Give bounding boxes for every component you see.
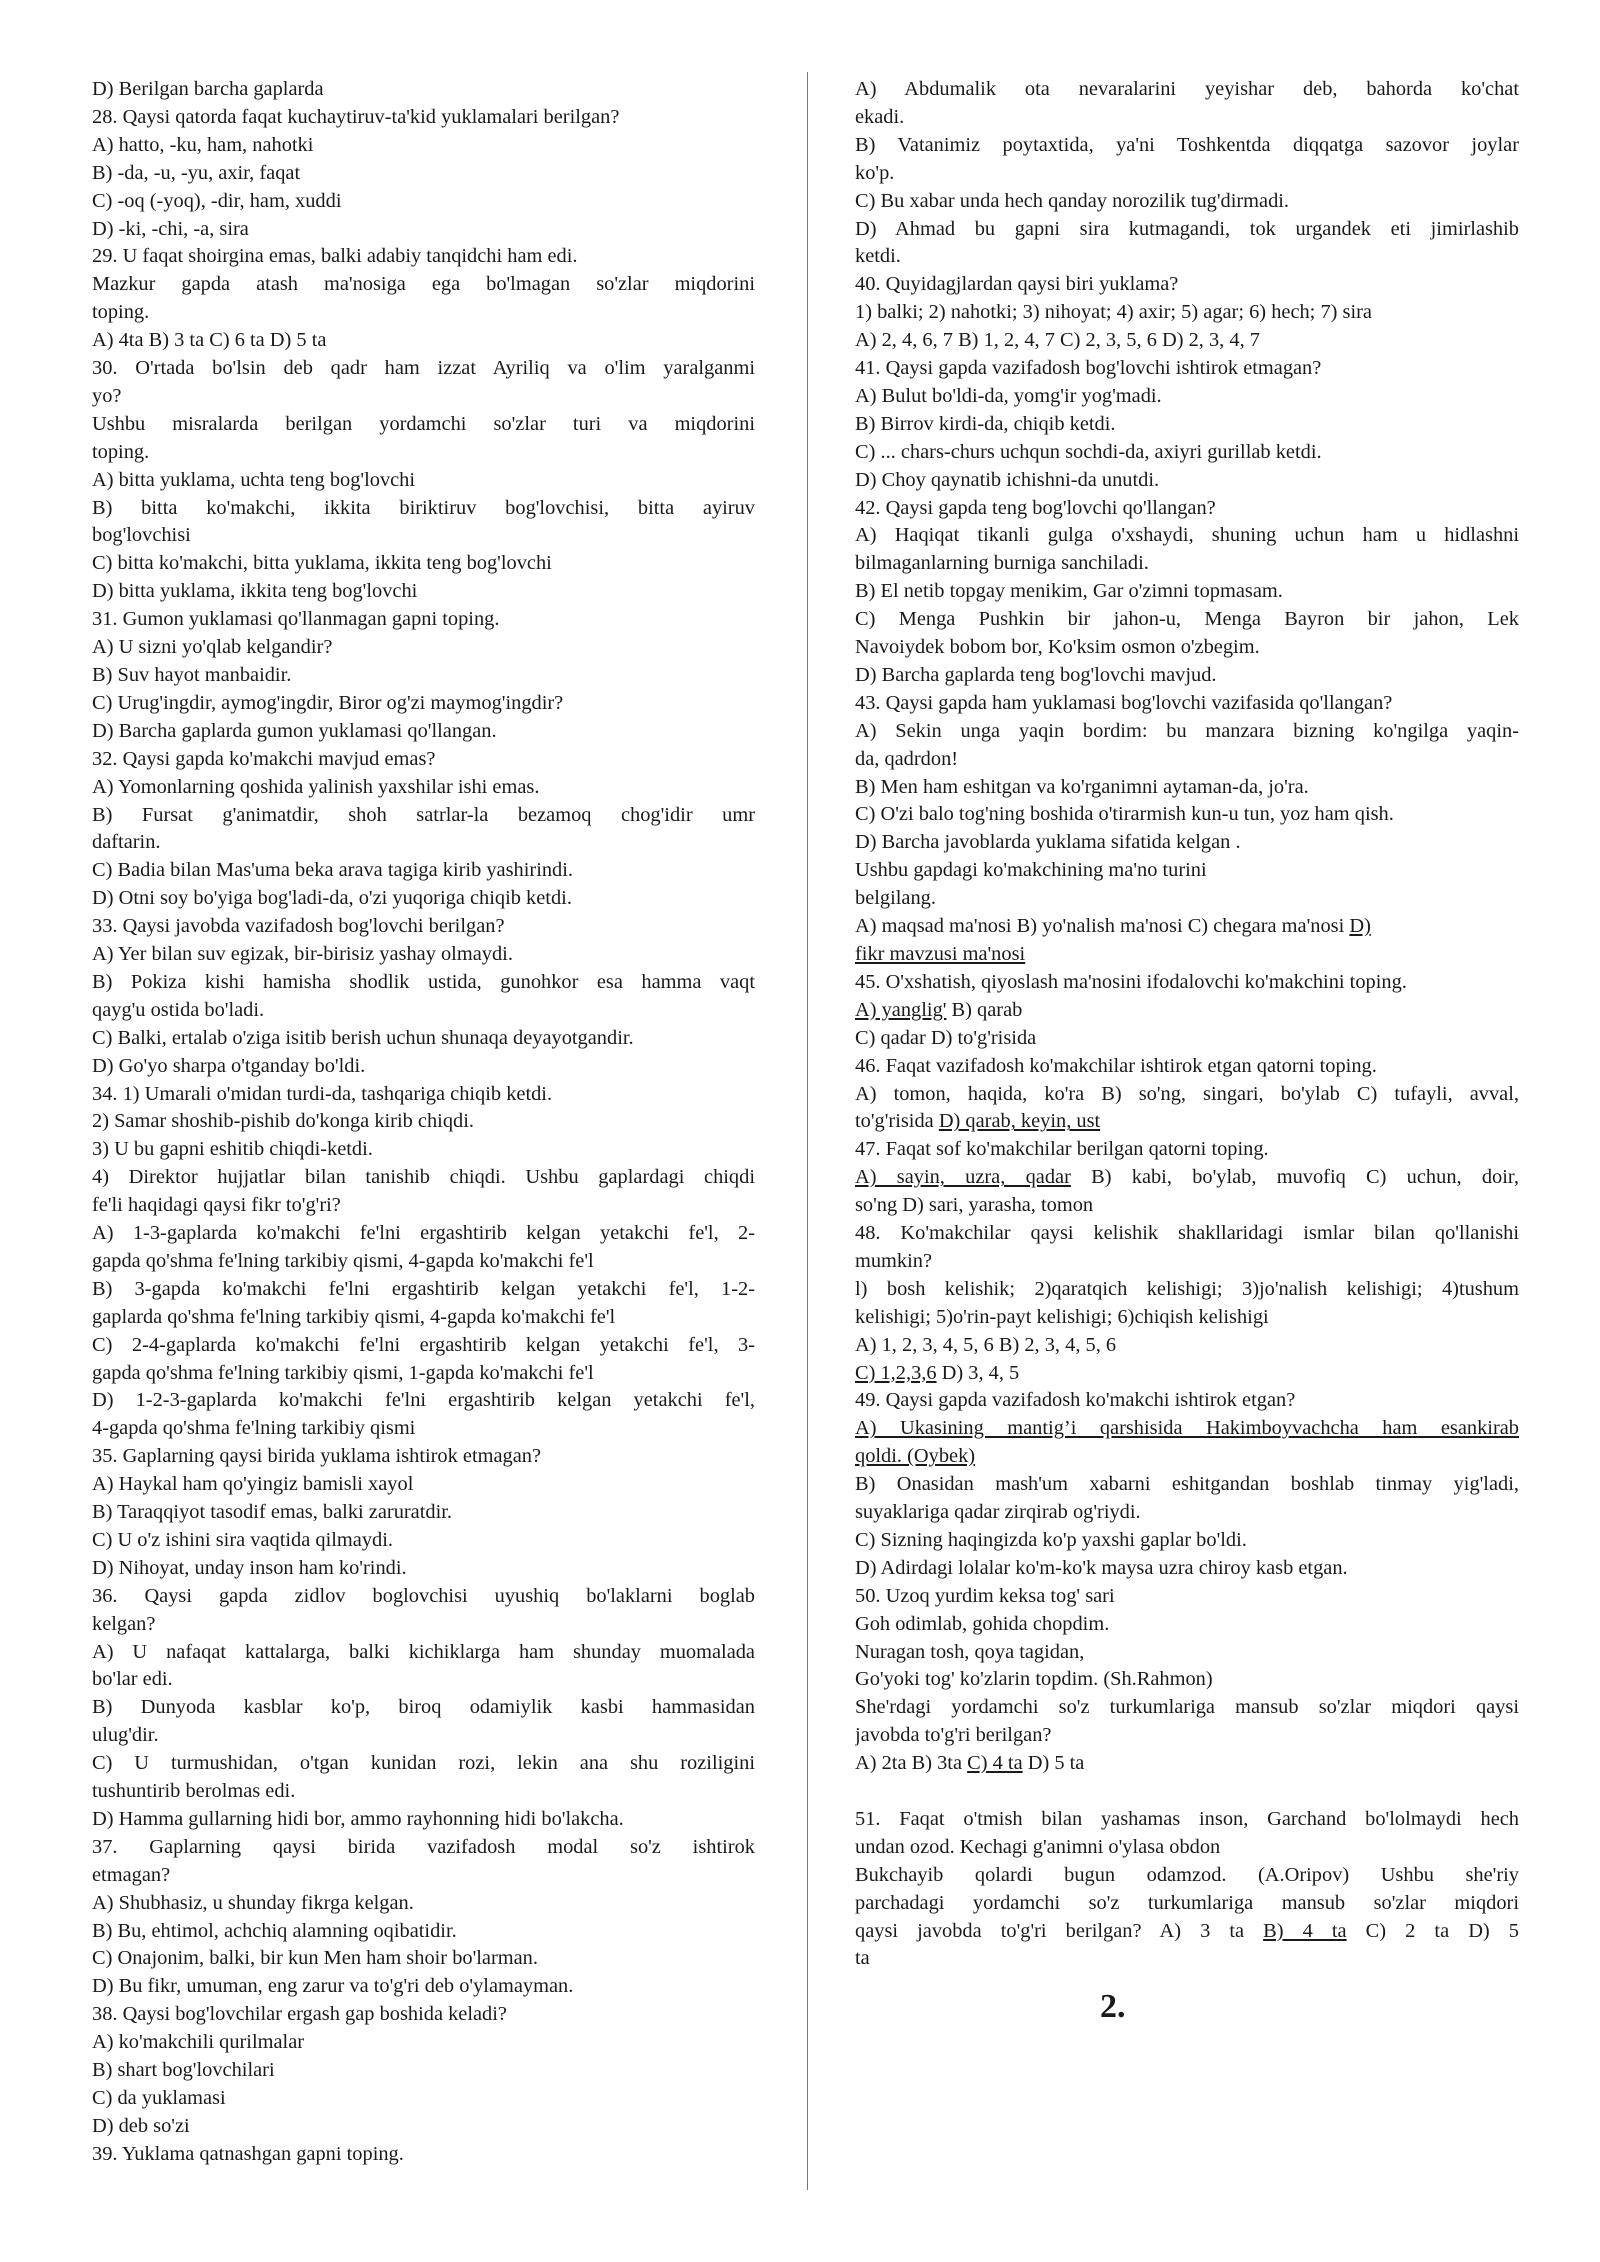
text-line: 39. Yuklama qatnashgan gapni toping. bbox=[92, 2142, 404, 2165]
text-line: 29. U faqat shoirgina emas, balki adabiy tanqidchi ham edi. bbox=[92, 245, 578, 268]
text-line: B) Dunyoda kasblar ko'p, biroq odamiylik kasbi hammasidan bbox=[92, 1696, 755, 1719]
text-line: B) Taraqqiyot tasodif emas, balki zaruratdir. bbox=[92, 1501, 453, 1524]
text-line: A) Bulut bo'ldi-da, yomg'ir yog'madi. bbox=[855, 384, 1162, 407]
blank-line bbox=[855, 1778, 1519, 1806]
text-line: 47. Faqat sof ko'makchilar berilgan qatorni toping. bbox=[855, 1138, 1269, 1161]
text-line: A) ko'makchili qurilmalar bbox=[92, 2031, 305, 2054]
text-line: D) deb so'zi bbox=[92, 2114, 190, 2137]
answer-underlined: D) qarab, keyin, ust bbox=[938, 1110, 1101, 1133]
text-line: D) Barcha gaplarda gumon yuklamasi qo'llangan. bbox=[92, 719, 497, 742]
answer-underlined: C) 1,2,3,6 bbox=[855, 1361, 937, 1384]
text-segment: qaysi javobda to'g'ri berilgan? A) 3 ta bbox=[855, 1919, 1264, 1942]
text-line: Bukchayib qolardi bugun odamzod. (A.Oripov) Ushbu she'riy bbox=[855, 1863, 1519, 1886]
text-line: A) Yomonlarning qoshida yalinish yaxshilar ishi emas. bbox=[92, 775, 540, 798]
text-line: B) Birrov kirdi-da, chiqib ketdi. bbox=[855, 412, 1116, 435]
text-segment: C) 2 ta D) 5 bbox=[1346, 1919, 1519, 1942]
text-line: belgilang. bbox=[855, 887, 936, 910]
text-line: C) Badia bilan Mas'uma beka arava tagiga kirib yashirindi. bbox=[92, 859, 574, 882]
text-line: ulug'dir. bbox=[92, 1724, 159, 1747]
text-line: 49. Qaysi gapda vazifadosh ko'makchi ishtirok etgan? bbox=[855, 1389, 1296, 1412]
text-line: She'rdagi yordamchi so'z turkumlariga mansub so'zlar miqdori qaysi bbox=[855, 1696, 1519, 1719]
text-line: D) -ki, -chi, -a, sira bbox=[92, 217, 249, 240]
text-line: A) Ukasining mantig’i qarshisida Hakimboyvachcha ham esankirab bbox=[855, 1417, 1519, 1440]
text-line: daftarin. bbox=[92, 831, 161, 854]
text-line: 2) Samar shoshib-pishib do'konga kirib chiqdi. bbox=[92, 1110, 474, 1133]
text-line: gaplarda qo'shma fe'lning tarkibiy qismi, 4-gapda ko'makchi fe'l bbox=[92, 1305, 616, 1328]
text-line bbox=[855, 1750, 1519, 1778]
text-line: Ushbu misralarda berilgan yordamchi so'zlar turi va miqdorini bbox=[92, 412, 755, 435]
text-segment: A) 2ta B) 3ta bbox=[855, 1752, 968, 1775]
text-line: D) bitta yuklama, ikkita teng bog'lovchi bbox=[92, 580, 418, 603]
text-line: D) Berilgan barcha gaplarda bbox=[92, 78, 324, 100]
text-line bbox=[855, 913, 1519, 941]
text-line: A) 1-3-gaplarda ko'makchi fe'lni ergashtirib kelgan yetakchi fe'l, 2- bbox=[92, 1222, 755, 1245]
text-line: A) Shubhasiz, u shunday fikrga kelgan. bbox=[92, 1891, 414, 1914]
text-segment: to'g'risida bbox=[855, 1110, 939, 1133]
text-line: D) Nihoyat, unday inson ham ko'rindi. bbox=[92, 1556, 407, 1579]
text-line: 31. Gumon yuklamasi qo'llanmagan gapni toping. bbox=[92, 608, 500, 631]
text-line: B) -da, -u, -yu, axir, faqat bbox=[92, 161, 301, 184]
text-line: 35. Gaplarning qaysi birida yuklama ishtirok etmagan? bbox=[92, 1445, 542, 1468]
text-line: Nuragan tosh, qoya tagidan, bbox=[855, 1640, 1085, 1663]
text-line: D) Bu fikr, umuman, eng zarur va to'g'ri deb o'ylamayman. bbox=[92, 1975, 574, 1998]
text-line: C) U turmushidan, o'tgan kunidan rozi, lekin ana shu roziligini bbox=[92, 1752, 755, 1775]
text-line: D) Otni soy bo'yiga bog'ladi-da, o'zi yuqoriga chiqib ketdi. bbox=[92, 887, 572, 910]
text-line: gapda qo'shma fe'lning tarkibiy qismi, 1-gapda ko'makchi fe'l bbox=[92, 1361, 594, 1384]
text-line: B) Bu, ehtimol, achchiq alamning oqibatidir. bbox=[92, 1919, 457, 1942]
text-line: javobda to'g'ri berilgan? bbox=[855, 1724, 1052, 1747]
text-line: B) Men ham eshitgan va ko'rganimni aytaman-da, jo'ra. bbox=[855, 775, 1309, 798]
text-line: A) tomon, haqida, ko'ra B) so'ng, singari, bo'ylab C) tufayli, avval, bbox=[855, 1082, 1519, 1105]
text-line: 33. Qaysi javobda vazifadosh bog'lovchi berilgan? bbox=[92, 915, 505, 938]
text-line: A) bitta yuklama, uchta teng bog'lovchi bbox=[92, 468, 416, 491]
text-line: 38. Qaysi bog'lovchilar ergash gap boshida keladi? bbox=[92, 2003, 507, 2026]
text-line: 41. Qaysi gapda vazifadosh bog'lovchi ishtirok etmagan? bbox=[855, 357, 1322, 380]
text-line: 34. 1) Umarali o'midan turdi-da, tashqariga chiqib ketdi. bbox=[92, 1082, 553, 1105]
answer-underlined: C) 4 ta bbox=[967, 1752, 1023, 1775]
text-line: C) Onajonim, balki, bir kun Men ham shoir bo'larman. bbox=[92, 1947, 538, 1970]
text-line: D) Choy qaynatib ichishni-da unutdi. bbox=[855, 468, 1160, 491]
text-line bbox=[855, 1108, 1519, 1136]
text-segment: B) qarab bbox=[946, 998, 1023, 1021]
text-line: 37. Gaplarning qaysi birida vazifadosh modal so'z ishtirok bbox=[92, 1835, 755, 1858]
text-line: 40. Quyidagjlardan qaysi biri yuklama? bbox=[855, 273, 1179, 296]
text-line: 48. Ko'makchilar qaysi kelishik shakllaridagi ismlar bilan qo'llanishi bbox=[855, 1222, 1519, 1245]
text-line bbox=[855, 1164, 1519, 1192]
text-line: kelishigi; 5)o'rin-payt kelishigi; 6)chiqish kelishigi bbox=[855, 1305, 1269, 1328]
text-line: B) Pokiza kishi hamisha shodlik ustida, gunohkor esa hamma vaqt bbox=[92, 970, 755, 993]
text-line: Ushbu gapdagi ko'makchining ma'no turini bbox=[855, 859, 1207, 882]
text-line: bog'lovchisi bbox=[92, 524, 191, 547]
text-line: fikr mavzusi ma'nosi bbox=[855, 943, 1026, 965]
text-line: 1) balki; 2) nahotki; 3) nihoyat; 4) axir; 5) agar; 6) hech; 7) sira bbox=[855, 301, 1372, 324]
text-line: tushuntirib berolmas edi. bbox=[92, 1780, 296, 1803]
text-line: B) El netib topgay menikim, Gar o'zimni topmasam. bbox=[855, 580, 1283, 603]
text-line: C) Menga Pushkin bir jahon-u, Menga Bayron bir jahon, Lek bbox=[855, 608, 1519, 631]
text-line: A) Yer bilan suv egizak, bir-birisiz yashay olmaydi. bbox=[92, 943, 513, 966]
text-line: Goh odimlab, gohida chopdim. bbox=[855, 1612, 1110, 1635]
text-line: 4-gapda qo'shma fe'lning tarkibiy qismi bbox=[92, 1417, 416, 1440]
text-line: so'ng D) sari, yarasha, tomon bbox=[855, 1194, 1094, 1217]
text-line: mumkin? bbox=[855, 1249, 933, 1272]
text-line: kelgan? bbox=[92, 1612, 156, 1635]
text-line: A) Abdumalik ota nevaralarini yeyishar deb, bahorda ko'chat bbox=[855, 78, 1519, 100]
text-line: D) 1-2-3-gaplarda ko'makchi fe'lni ergashtirib kelgan yetakchi fe'l, bbox=[92, 1389, 755, 1412]
text-line: 46. Faqat vazifadosh ko'makchilar ishtirok etgan qatorni toping. bbox=[855, 1054, 1377, 1077]
text-line: 43. Qaysi gapda ham yuklamasi bog'lovchi vazifasida qo'llangan? bbox=[855, 691, 1393, 714]
text-line bbox=[855, 997, 1519, 1025]
text-line: A) 4ta B) 3 ta C) 6 ta D) 5 ta bbox=[92, 329, 327, 352]
text-line: A) Haqiqat tikanli gulga o'xshaydi, shuning uchun ham u hidlashni bbox=[855, 524, 1519, 547]
text-line: D) Hamma gullarning hidi bor, ammo rayhonning hidi bo'lakcha. bbox=[92, 1807, 624, 1830]
text-line: ekadi. bbox=[855, 105, 905, 128]
text-line: 36. Qaysi gapda zidlov boglovchisi uyushiq bo'laklarni boglab bbox=[92, 1584, 755, 1607]
text-line: undan ozod. Kechagi g'animni o'ylasa obdon bbox=[855, 1835, 1221, 1858]
text-line: D) Barcha javoblarda yuklama sifatida kelgan . bbox=[855, 831, 1241, 854]
text-line: qayg'u ostida bo'ladi. bbox=[92, 998, 265, 1021]
text-line: 4) Direktor hujjatlar bilan tanishib chiqdi. Ushbu gaplardagi chiqdi bbox=[92, 1166, 755, 1189]
text-line: B) Fursat g'animatdir, shoh satrlar-la bezamoq chog'idir umr bbox=[92, 803, 755, 826]
text-line: A) U nafaqat kattalarga, balki kichiklarga ham shunday muomalada bbox=[92, 1640, 755, 1663]
text-line: 3) U bu gapni eshitib chiqdi-ketdi. bbox=[92, 1138, 373, 1161]
text-line: C) Sizning haqingizda ko'p yaxshi gaplar bo'ldi. bbox=[855, 1528, 1247, 1551]
text-line: l) bosh kelishik; 2)qaratqich kelishigi; 3)jo'nalish kelishigi; 4)tushum bbox=[855, 1277, 1519, 1300]
text-line: C) -oq (-yoq), -dir, ham, xuddi bbox=[92, 189, 342, 212]
page-number: 2. bbox=[1100, 1988, 1126, 2025]
right-column bbox=[855, 76, 1519, 1973]
text-line: ta bbox=[855, 1947, 870, 1970]
text-line: C) da yuklamasi bbox=[92, 2087, 226, 2109]
text-line: toping. bbox=[92, 440, 150, 463]
text-line: D) Go'yo sharpa o'tganday bo'ldi. bbox=[92, 1054, 366, 1077]
text-line: D) Ahmad bu gapni sira kutmagandi, tok urgandek eti jimirlashib bbox=[855, 217, 1519, 240]
left-column bbox=[92, 76, 755, 2169]
text-line: A) U sizni yo'qlab kelgandir? bbox=[92, 636, 333, 659]
text-line: B) bitta ko'makchi, ikkita biriktiruv bog'lovchisi, bitta ayiruv bbox=[92, 496, 755, 519]
text-line: etmagan? bbox=[92, 1863, 171, 1886]
text-line: gapda qo'shma fe'lning tarkibiy qismi, 4-gapda ko'makchi fe'l bbox=[92, 1249, 594, 1272]
text-line: 50. Uzoq yurdim keksa tog' sari bbox=[855, 1584, 1115, 1607]
text-line bbox=[855, 1360, 1519, 1388]
text-line: B) shart bog'lovchilari bbox=[92, 2059, 275, 2082]
text-line: A) hatto, -ku, ham, nahotki bbox=[92, 133, 314, 156]
text-line: D) Barcha gaplarda teng bog'lovchi mavjud. bbox=[855, 663, 1217, 686]
text-line: parchadagi yordamchi so'z turkumlariga mansub so'zlar miqdori bbox=[855, 1891, 1519, 1914]
column-divider bbox=[807, 72, 808, 2190]
text-line: C) Bu xabar unda hech qanday norozilik tug'dirmadi. bbox=[855, 189, 1290, 212]
text-line: suyaklariga qadar zirqirab og'riydi. bbox=[855, 1501, 1141, 1524]
text-line: C) qadar D) to'g'risida bbox=[855, 1026, 1037, 1049]
text-line: ko'p. bbox=[855, 161, 895, 184]
text-line: B) 3-gapda ko'makchi fe'lni ergashtirib kelgan yetakchi fe'l, 1-2- bbox=[92, 1277, 755, 1300]
text-line: C) bitta ko'makchi, bitta yuklama, ikkita teng bog'lovchi bbox=[92, 552, 552, 575]
text-line: ketdi. bbox=[855, 245, 901, 268]
text-line: da, qadrdon! bbox=[855, 747, 959, 770]
text-line: C) 2-4-gaplarda ko'makchi fe'lni ergashtirib kelgan yetakchi fe'l, 3- bbox=[92, 1333, 755, 1356]
text-line: D) Adirdagi lolalar ko'm-ko'k maysa uzra chiroy kasb etgan. bbox=[855, 1556, 1348, 1579]
text-line: fe'li haqidagi qaysi fikr to'g'ri? bbox=[92, 1194, 341, 1217]
text-line: qoldi. (Oybek) bbox=[855, 1445, 976, 1468]
text-line: 30. O'rtada bo'lsin deb qadr ham izzat Ayriliq va o'lim yaralganmi bbox=[92, 357, 755, 380]
text-line: C) Balki, ertalab o'ziga isitib berish uchun shunaqa deyayotgandir. bbox=[92, 1026, 634, 1049]
text-line: Mazkur gapda atash ma'nosiga ega bo'lmagan so'zlar miqdorini bbox=[92, 273, 755, 296]
text-line: C) O'zi balo tog'ning boshida o'tirarmish kun-u tun, yoz ham qish. bbox=[855, 803, 1394, 826]
text-line: Navoiydek bobom bor, Ko'ksim osmon o'zbegim. bbox=[855, 636, 1260, 659]
text-line: 51. Faqat o'tmish bilan yashamas inson, Garchand bo'lolmaydi hech bbox=[855, 1807, 1519, 1830]
text-line: toping. bbox=[92, 301, 150, 324]
text-line: A) 1, 2, 3, 4, 5, 6 B) 2, 3, 4, 5, 6 bbox=[855, 1333, 1117, 1356]
text-line: 42. Qaysi gapda teng bog'lovchi qo'llangan? bbox=[855, 496, 1216, 519]
text-line: C) Urug'ingdir, aymog'ingdir, Biror og'zi maymog'ingdir? bbox=[92, 691, 564, 714]
text-line: bilmaganlarning burniga sanchiladi. bbox=[855, 552, 1149, 575]
answer-underlined: D) bbox=[1349, 915, 1371, 938]
answer-underlined: B) 4 ta bbox=[1263, 1919, 1347, 1942]
text-line: A) Sekin unga yaqin bordim: bu manzara bizning ko'ngilga yaqin- bbox=[855, 719, 1519, 742]
answer-underlined: A) sayin, uzra, qadar bbox=[855, 1166, 1071, 1189]
text-segment: D) 5 ta bbox=[1022, 1752, 1085, 1775]
text-segment: D) 3, 4, 5 bbox=[936, 1361, 1020, 1384]
text-line: C) ... chars-churs uchqun sochdi-da, axiyri gurillab ketdi. bbox=[855, 440, 1322, 463]
text-line: A) Haykal ham qo'yingiz bamisli xayol bbox=[92, 1473, 414, 1496]
text-segment: A) maqsad ma'nosi B) yo'nalish ma'nosi C) chegara ma'nosi bbox=[855, 915, 1350, 938]
answer-underlined: A) yanglig' bbox=[855, 998, 947, 1021]
text-line: B) Vatanimiz poytaxtida, ya'ni Toshkentda diqqatga sazovor joylar bbox=[855, 133, 1519, 156]
text-line bbox=[855, 1918, 1519, 1946]
text-line: C) U o'z ishini sira vaqtida qilmaydi. bbox=[92, 1528, 393, 1551]
text-line: yo? bbox=[92, 384, 122, 407]
text-line: 32. Qaysi gapda ko'makchi mavjud emas? bbox=[92, 747, 436, 770]
text-line: 28. Qaysi qatorda faqat kuchaytiruv-ta'kid yuklamalari berilgan? bbox=[92, 105, 620, 128]
text-segment: B) kabi, bo'ylab, muvofiq C) uchun, doir, bbox=[1070, 1166, 1519, 1189]
text-line: bo'lar edi. bbox=[92, 1668, 173, 1691]
text-line: A) 2, 4, 6, 7 B) 1, 2, 4, 7 C) 2, 3, 5, 6 D) 2, 3, 4, 7 bbox=[855, 329, 1260, 352]
text-line: Go'yoki tog' ko'zlarin topdim. (Sh.Rahmon) bbox=[855, 1668, 1213, 1691]
text-line: 45. O'xshatish, qiyoslash ma'nosini ifodalovchi ko'makchini toping. bbox=[855, 970, 1407, 993]
text-line: B) Onasidan mash'um xabarni eshitgandan boshlab tinmay yig'ladi, bbox=[855, 1473, 1519, 1496]
text-line: B) Suv hayot manbaidir. bbox=[92, 663, 292, 686]
